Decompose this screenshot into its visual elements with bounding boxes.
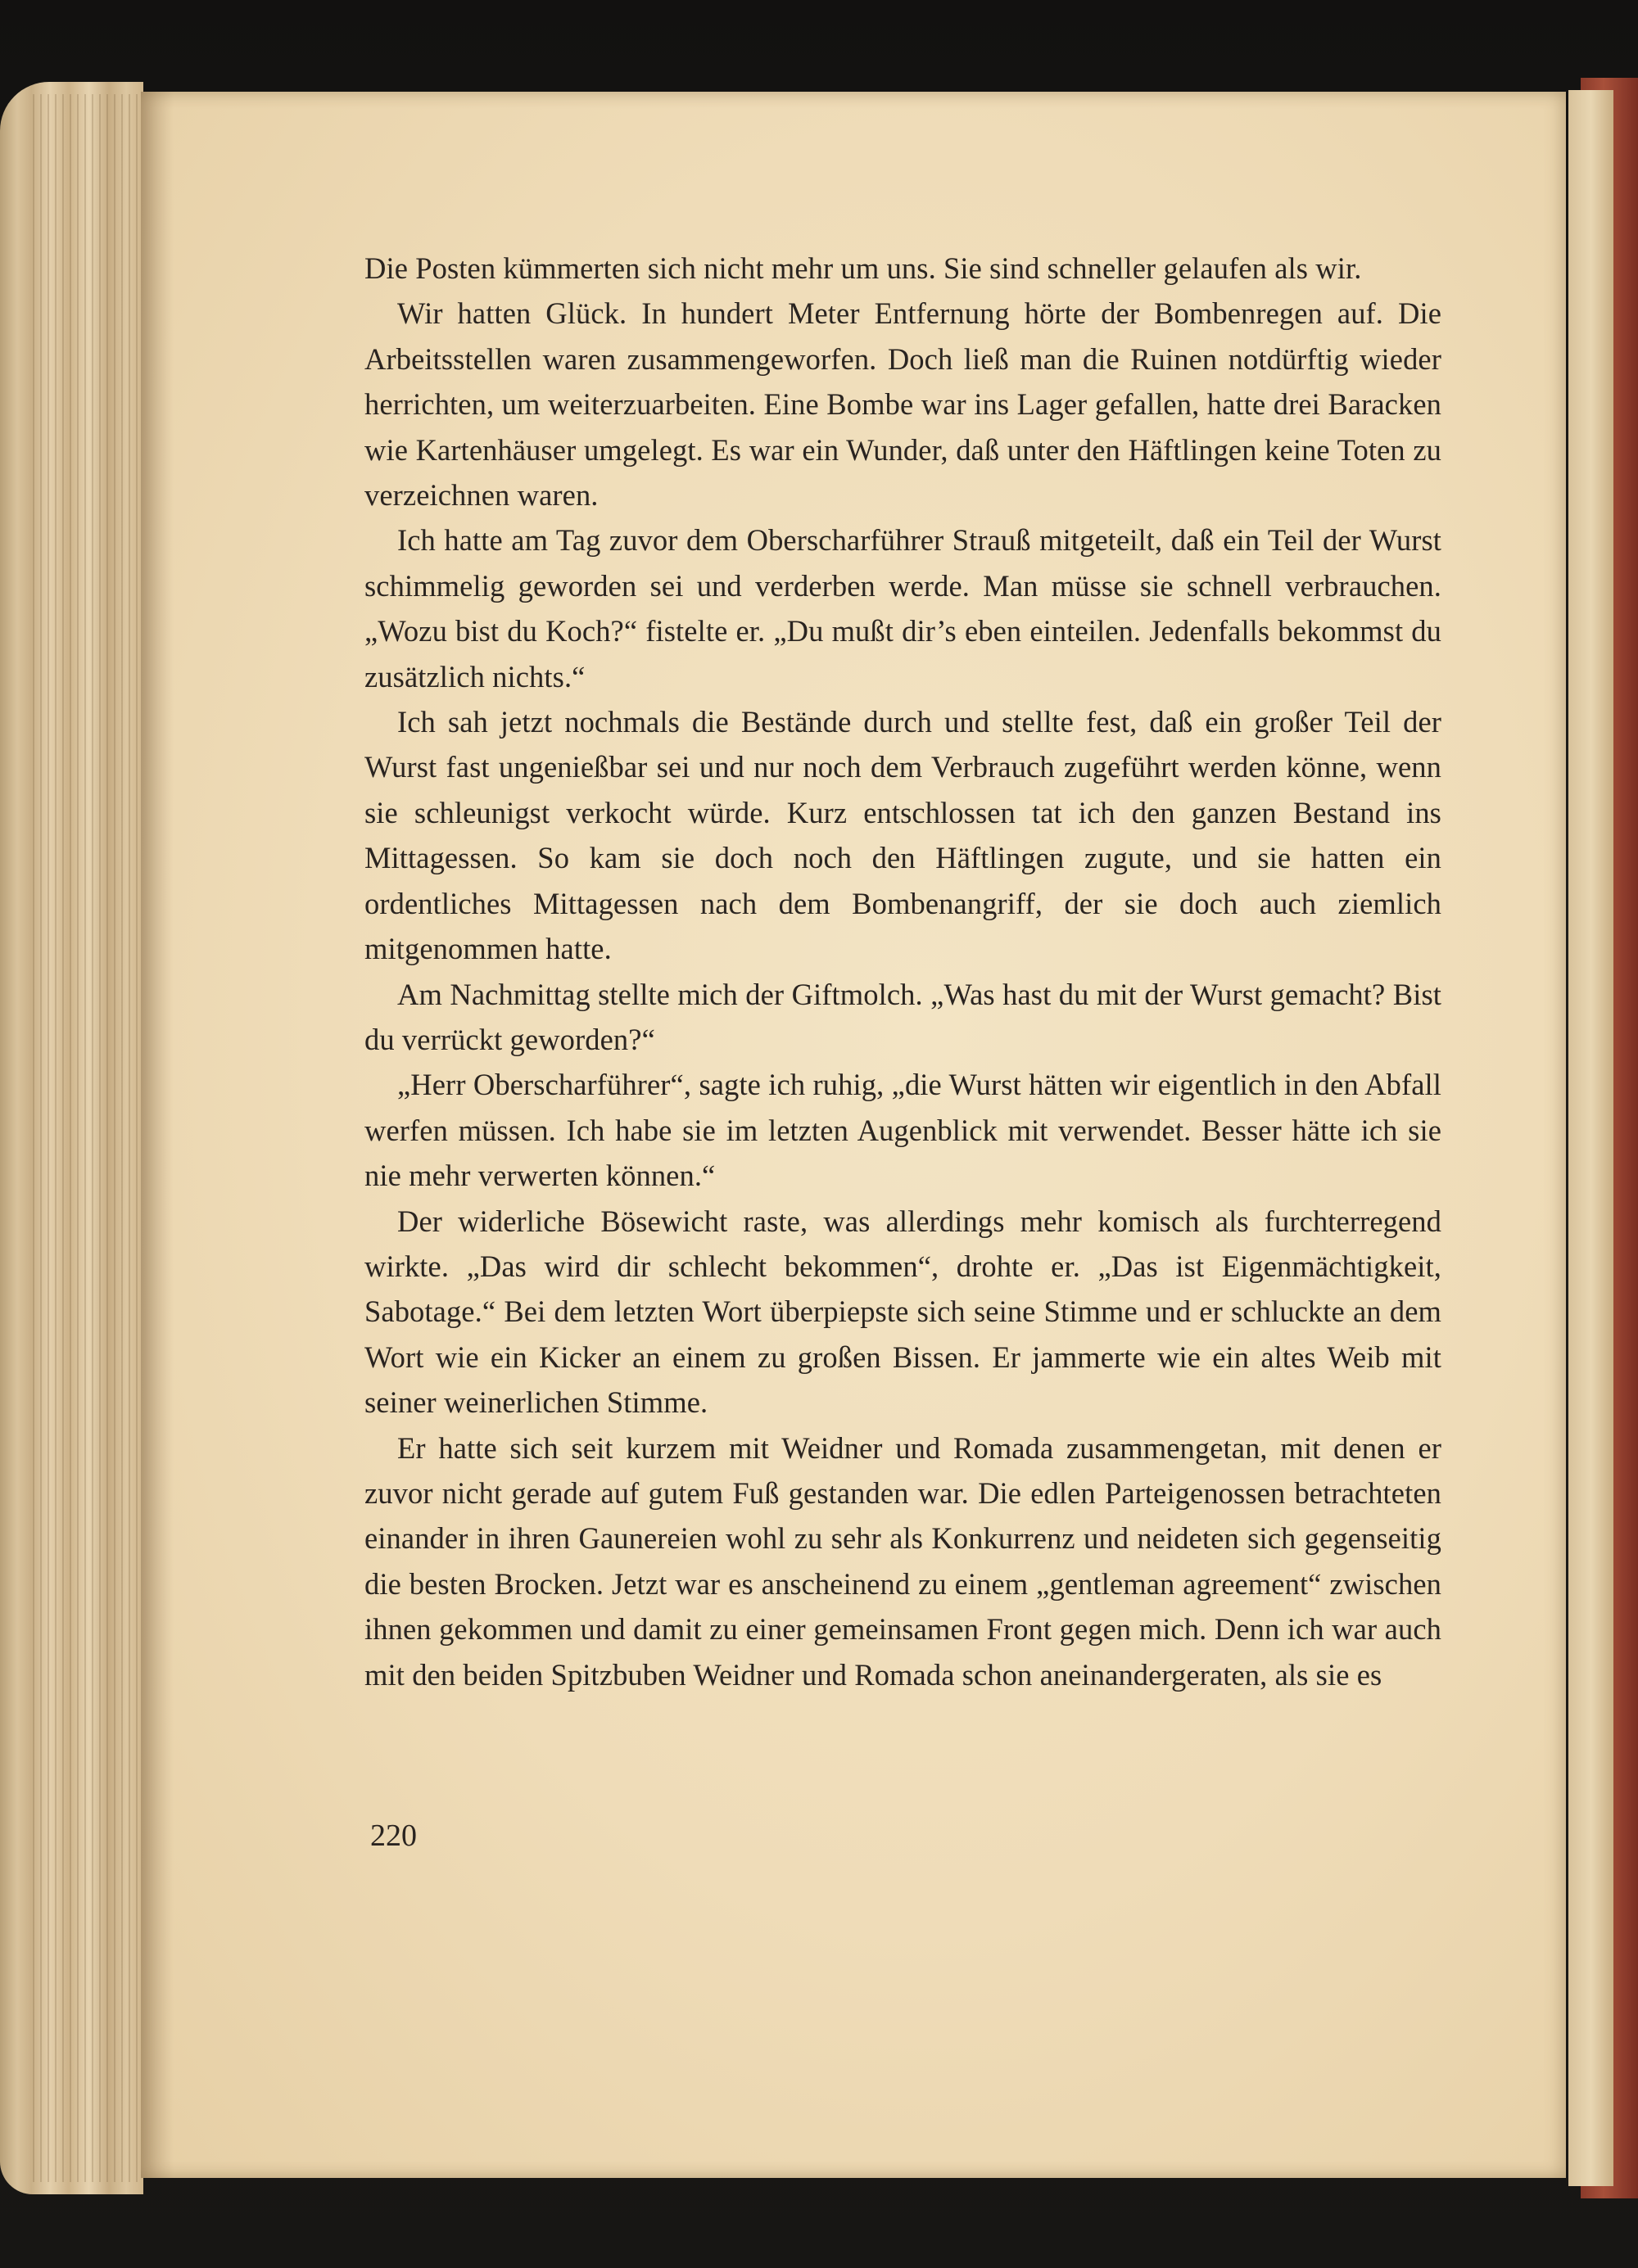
page-number: 220 <box>370 1818 417 1853</box>
gutter-shadow <box>141 92 174 2178</box>
paragraph: Ich hatte am Tag zuvor dem Oberscharführer Strauß mitgeteilt, daß ein Teil der Wurst schimmelig geworden sei und verderben werde. Man müsse sie schnell verbrauchen. „Wozu bist du Koch?“ fistelte er. „Du mußt dir’s eben einteilen. Jedenfalls bekommst du zusätzlich nichts.“ <box>364 523 1441 694</box>
body-text <box>364 246 1441 1697</box>
right-page-edge <box>1568 90 1613 2186</box>
paragraph: Ich sah jetzt nochmals die Bestände durch und stellte fest, daß ein großer Teil der Wurst fast ungenießbar sei und nur noch dem Verbrauch zugeführt werden könne, wenn sie schleunigst verkocht würde. Kurz entschlossen tat ich den ganzen Bestand ins Mittagessen. So kam sie doch noch den Häftlingen zugute, und sie hatten ein ordentliches Mittagessen nach dem Bombenangriff, der sie doch auch ziemlich mitgenommen hatte. <box>364 705 1441 966</box>
paragraph: Die Posten kümmerten sich nicht mehr um uns. Sie sind schneller gelaufen als wir. <box>364 251 1362 285</box>
paragraph: Wir hatten Glück. In hundert Meter Entfernung hörte der Bombenregen auf. Die Arbeitsstellen waren zusammengeworfen. Doch ließ man die Ruinen notdürftig wieder herrichten, um weiterzuarbeiten. Eine Bombe war ins Lager gefallen, hatte drei Baracken wie Kartenhäuser umgelegt. Es war ein Wunder, daß unter den Häftlingen keine Toten zu verzeichnen waren. <box>364 296 1441 513</box>
paragraph: Er hatte sich seit kurzem mit Weidner und Romada zusammengetan, mit denen er zuvor nicht gerade auf gutem Fuß gestanden war. Die edlen Parteigenossen betrachteten einander in ihren Gaunereien wohl zu sehr als Konkurrenz und neideten sich gegenseitig die besten Brocken. Jetzt war es anscheinend zu einem „gentleman agreement“ zwischen ihnen gekommen und damit zu einer gemeinsamen Front gegen mich. Denn ich war auch mit den beiden Spitzbuben Weidner und Romada schon aneinandergeraten, als sie es <box>364 1430 1441 1692</box>
paragraph: Der widerliche Bösewicht raste, was allerdings mehr komisch als furchterregend wirkte. „Das wird dir schlecht bekommen“, drohte er. „Das ist Eigenmächtigkeit, Sabotage.“ Bei dem letzten Wort überpiepste sich seine Stimme und er schluckte an dem Wort wie ein Kicker an einem zu großen Bissen. Er jammerte wie ein altes Weib mit seiner weinerlichen Stimme. <box>364 1204 1441 1420</box>
page-stack-lines <box>33 94 139 2182</box>
paragraph: „Herr Oberscharführer“, sagte ich ruhig, „die Wurst hätten wir eigentlich in den Abfall werfen müssen. Ich habe sie im letzten Augenblick mit verwendet. Besser hätte ich sie nie mehr verwerten können.“ <box>364 1068 1441 1193</box>
paragraph: Am Nachmittag stellte mich der Giftmolch. „Was hast du mit der Wurst gemacht? Bist du verrückt geworden?“ <box>364 977 1441 1056</box>
